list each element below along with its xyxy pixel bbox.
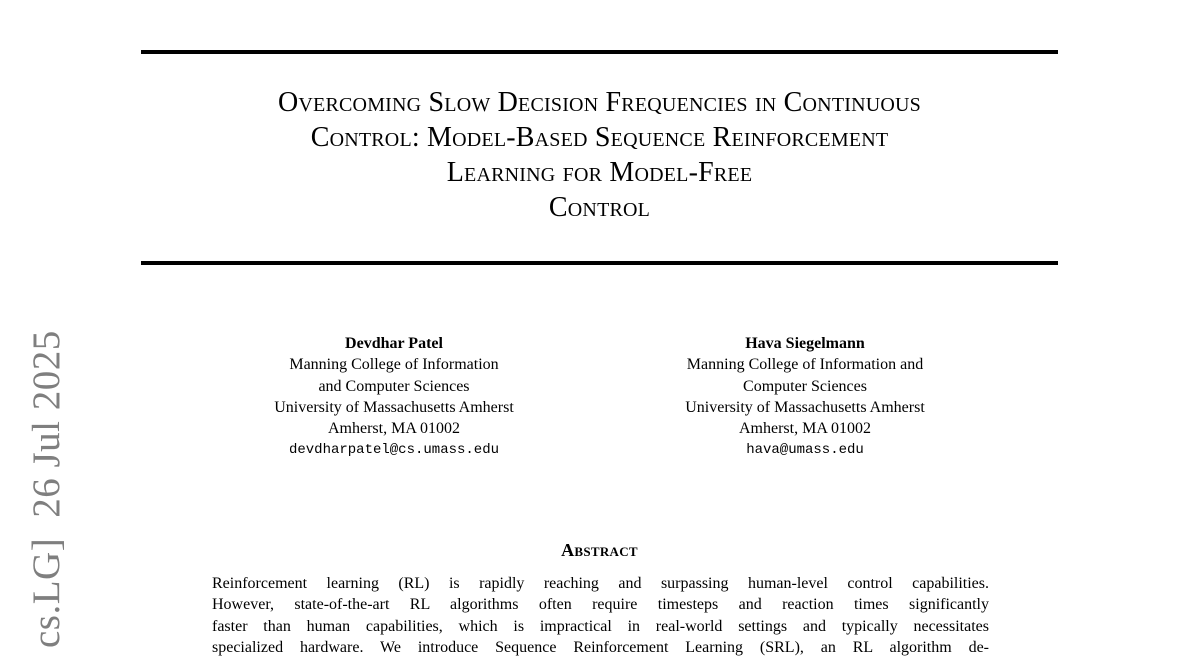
title-line: Overcoming Slow Decision Frequencies in Continuous [277,87,921,118]
arxiv-category: cs.LG] [25,537,68,648]
author-affiliation-line: Manning College of Information and [686,356,924,374]
abstract-line: faster than human capabilities, which is impractical in real-world settings and typically necessitates [212,617,989,635]
author-block-siegelmann [640,333,970,461]
title-bottom-rule [141,261,1058,265]
author-block-patel [229,333,559,461]
abstract-line: However, state-of-the-art RL algorithms often require timesteps and reaction times significantly [212,596,989,614]
author-affiliation-line: and Computer Sciences [318,377,470,395]
title-top-rule [141,50,1058,54]
author-affiliation-line: University of Massachusetts Amherst [685,398,925,416]
author-affiliation-line: University of Massachusetts Amherst [274,398,514,416]
arxiv-side-stamp [24,330,70,648]
abstract-body [212,573,989,658]
title-line: Control: Model-Based Sequence Reinforcement [310,122,889,153]
author-affiliation-line: Manning College of Information [289,356,499,374]
author-name: Devdhar Patel [345,335,443,352]
title-line: Learning for Model-Free [446,157,753,188]
author-email: hava@umass.edu [746,442,864,459]
author-affiliation-line: Computer Sciences [743,377,867,395]
author-name: Hava Siegelmann [745,335,865,352]
arxiv-date: 26 Jul 2025 [25,330,68,518]
paper-title [141,85,1058,225]
author-affiliation-line: Amherst, MA 01002 [739,420,871,438]
abstract-line: specialized hardware. We introduce Sequence Reinforcement Learning (SRL), an RL algorithm de- [212,638,989,656]
author-affiliation-line: Amherst, MA 01002 [328,420,460,438]
author-email: devdharpatel@cs.umass.edu [288,442,500,459]
abstract-line: Reinforcement learning (RL) is rapidly reaching and surpassing human-level control capabilities. [212,575,989,592]
title-line: Control [548,192,651,223]
abstract-heading: Abstract [561,540,638,560]
